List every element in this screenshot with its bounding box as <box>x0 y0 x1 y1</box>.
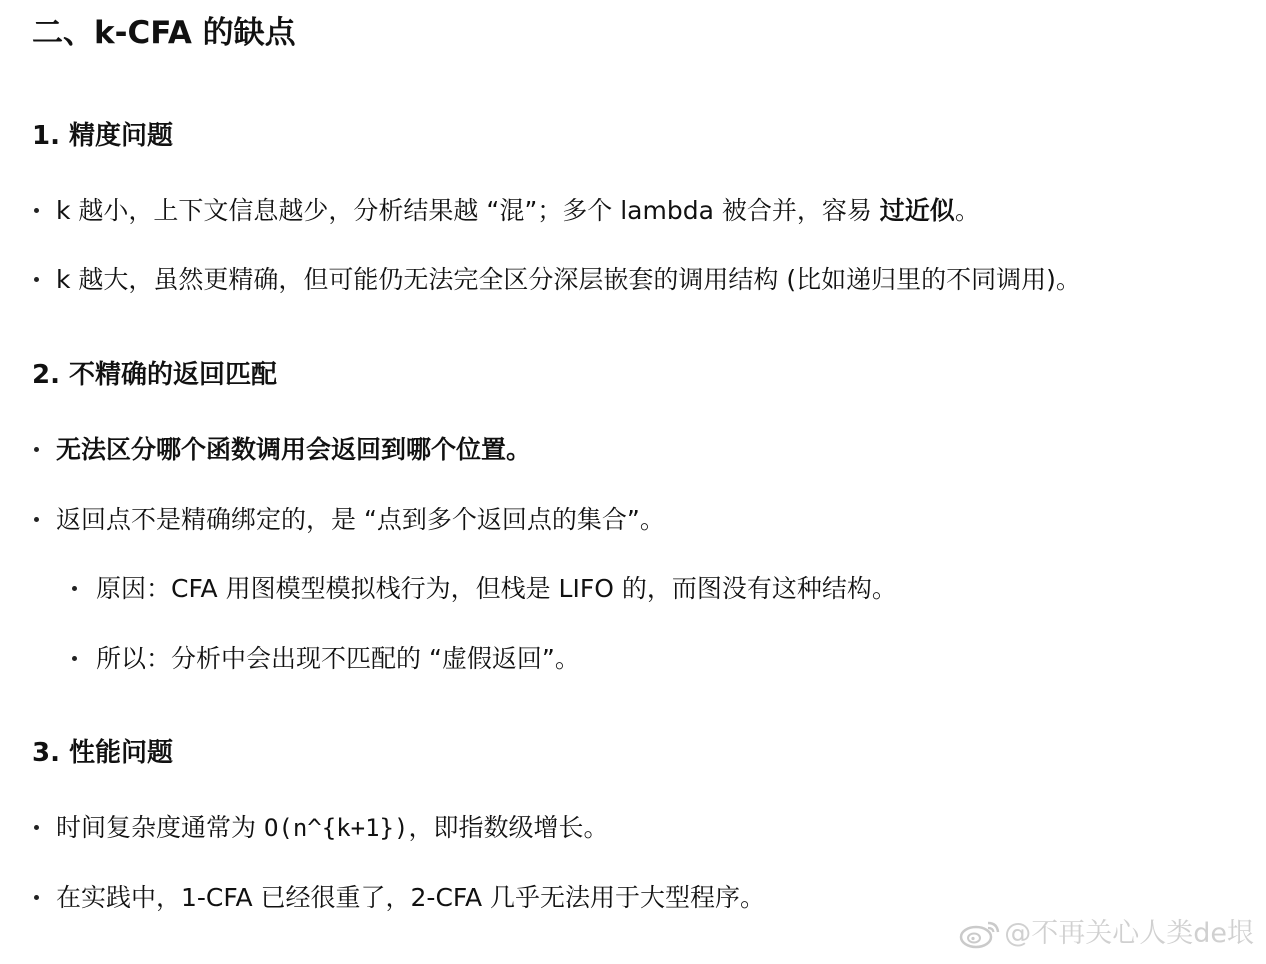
section-heading-return-matching: 2. 不精确的返回匹配 <box>32 360 278 390</box>
bullet <box>34 895 39 900</box>
weibo-icon <box>958 919 1002 949</box>
list-item-text: k 越大，虽然更精确，但可能仍无法完全区分深层嵌套的调用结构 (比如递归里的不同调用)。 <box>56 265 1081 294</box>
bullet <box>34 277 39 282</box>
list-item-text: 原因：CFA 用图模型模拟栈行为，但栈是 LIFO 的，而图没有这种结构。 <box>96 574 897 603</box>
bullet <box>34 517 39 522</box>
watermark-text: @不再关心人类de垠 <box>1004 918 1254 949</box>
list-item-text: 在实践中，1-CFA 已经很重了，2-CFA 几乎无法用于大型程序。 <box>56 883 766 912</box>
list-item-text: 无法区分哪个函数调用会返回到哪个位置。 <box>56 435 532 464</box>
list-item-text: 时间复杂度通常为 O(n^{k+1})，即指数级增长。 <box>56 813 609 842</box>
page-title: 二、k-CFA 的缺点 <box>32 15 296 51</box>
bullet <box>72 656 77 661</box>
bullet <box>34 447 39 452</box>
watermark <box>958 915 1254 953</box>
section-heading-performance: 3. 性能问题 <box>32 738 174 768</box>
bullet <box>34 208 39 213</box>
list-item-text: 所以：分析中会出现不匹配的 “虚假返回”。 <box>96 644 580 673</box>
bullet <box>34 825 39 830</box>
section-heading-precision: 1. 精度问题 <box>32 121 174 151</box>
bullet <box>72 586 77 591</box>
complexity-formula: O(n^{k+1}) <box>263 814 409 842</box>
list-item-text: 返回点不是精确绑定的，是 “点到多个返回点的集合”。 <box>56 505 665 534</box>
list-item-text: k 越小，上下文信息越少，分析结果越 “混”；多个 lambda 被合并，容易 过近似。 <box>56 196 980 225</box>
